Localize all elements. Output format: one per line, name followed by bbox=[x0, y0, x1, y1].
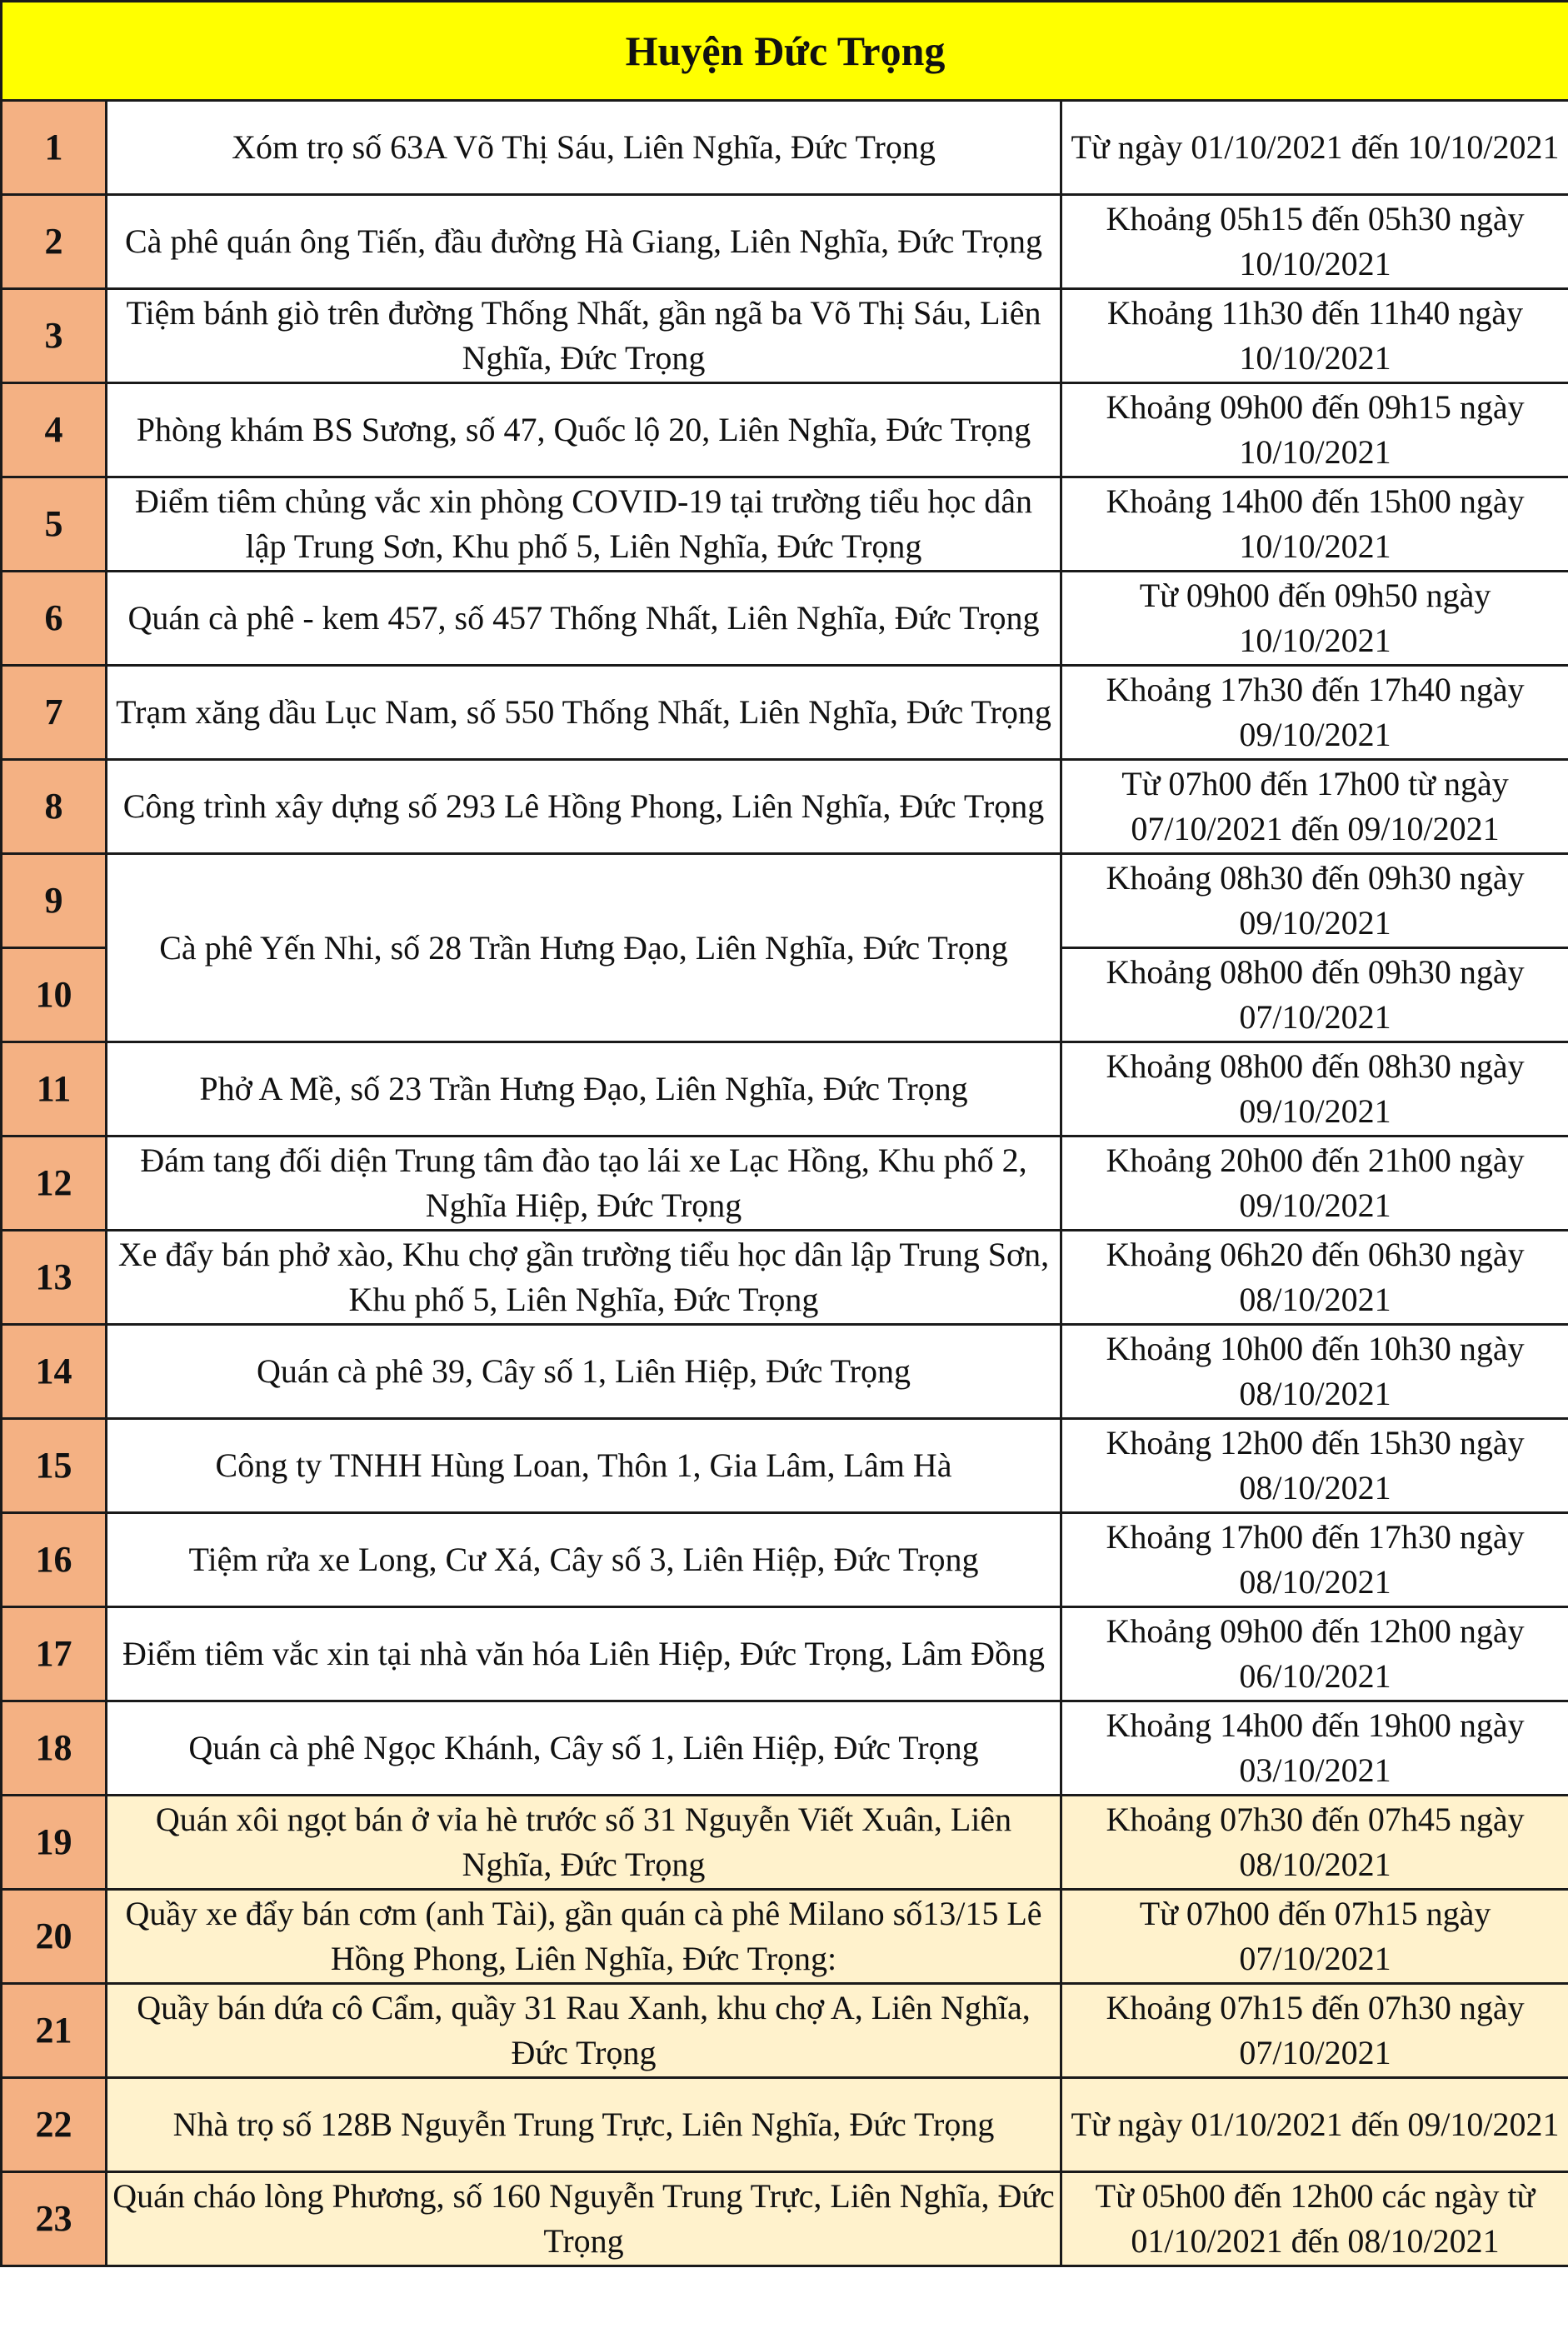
table-row bbox=[2, 854, 1568, 948]
location-cell: Quán cháo lòng Phương, số 160 Nguyễn Trung Trực, Liên Nghĩa, Đức Trọng bbox=[107, 2172, 1061, 2266]
time-cell: Khoảng 17h30 đến 17h40 ngày 09/10/2021 bbox=[1061, 666, 1568, 760]
row-number: 17 bbox=[2, 1607, 107, 1701]
location-cell: Xe đẩy bán phở xào, Khu chợ gần trường tiểu học dân lập Trung Sơn, Khu phố 5, Liên Nghĩa, Đức Trọng bbox=[107, 1231, 1061, 1325]
time-cell: Khoảng 14h00 đến 19h00 ngày 03/10/2021 bbox=[1061, 1701, 1568, 1796]
table-title: Huyện Đức Trọng bbox=[2, 2, 1568, 101]
row-number: 15 bbox=[2, 1419, 107, 1513]
table-row bbox=[2, 1984, 1568, 2078]
location-cell: Quán cà phê - kem 457, số 457 Thống Nhất, Liên Nghĩa, Đức Trọng bbox=[107, 572, 1061, 666]
time-cell: Từ 09h00 đến 09h50 ngày 10/10/2021 bbox=[1061, 572, 1568, 666]
table-row bbox=[2, 289, 1568, 383]
time-cell: Khoảng 07h30 đến 07h45 ngày 08/10/2021 bbox=[1061, 1796, 1568, 1890]
location-cell: Quán cà phê 39, Cây số 1, Liên Hiệp, Đức Trọng bbox=[107, 1325, 1061, 1419]
location-cell: Trạm xăng dầu Lục Nam, số 550 Thống Nhất, Liên Nghĩa, Đức Trọng bbox=[107, 666, 1061, 760]
row-number: 13 bbox=[2, 1231, 107, 1325]
table-row bbox=[2, 477, 1568, 572]
time-cell: Khoảng 05h15 đến 05h30 ngày 10/10/2021 bbox=[1061, 195, 1568, 289]
row-number: 20 bbox=[2, 1890, 107, 1984]
location-cell: Tiệm bánh giò trên đường Thống Nhất, gần ngã ba Võ Thị Sáu, Liên Nghĩa, Đức Trọng bbox=[107, 289, 1061, 383]
row-number: 2 bbox=[2, 195, 107, 289]
location-cell: Công ty TNHH Hùng Loan, Thôn 1, Gia Lâm, Lâm Hà bbox=[107, 1419, 1061, 1513]
time-cell: Từ ngày 01/10/2021 đến 10/10/2021 bbox=[1061, 101, 1568, 195]
table-row bbox=[2, 2078, 1568, 2172]
location-cell: Cà phê quán ông Tiến, đầu đường Hà Giang, Liên Nghĩa, Đức Trọng bbox=[107, 195, 1061, 289]
row-number: 19 bbox=[2, 1796, 107, 1890]
row-number: 18 bbox=[2, 1701, 107, 1796]
location-cell: Điểm tiêm chủng vắc xin phòng COVID-19 tại trường tiểu học dân lập Trung Sơn, Khu phố 5, Liên Nghĩa, Đức Trọng bbox=[107, 477, 1061, 572]
row-number: 10 bbox=[2, 948, 107, 1042]
row-number: 7 bbox=[2, 666, 107, 760]
row-number: 3 bbox=[2, 289, 107, 383]
time-cell: Khoảng 07h15 đến 07h30 ngày 07/10/2021 bbox=[1061, 1984, 1568, 2078]
location-cell: Tiệm rửa xe Long, Cư Xá, Cây số 3, Liên Hiệp, Đức Trọng bbox=[107, 1513, 1061, 1607]
time-cell: Khoảng 08h30 đến 09h30 ngày 09/10/2021 bbox=[1061, 854, 1568, 948]
time-cell: Khoảng 12h00 đến 15h30 ngày 08/10/2021 bbox=[1061, 1419, 1568, 1513]
time-cell: Khoảng 06h20 đến 06h30 ngày 08/10/2021 bbox=[1061, 1231, 1568, 1325]
location-cell: Xóm trọ số 63A Võ Thị Sáu, Liên Nghĩa, Đức Trọng bbox=[107, 101, 1061, 195]
time-cell: Khoảng 08h00 đến 09h30 ngày 07/10/2021 bbox=[1061, 948, 1568, 1042]
location-cell: Cà phê Yến Nhi, số 28 Trần Hưng Đạo, Liên Nghĩa, Đức Trọng bbox=[107, 854, 1061, 1042]
location-cell: Quầy bán dứa cô Cẩm, quầy 31 Rau Xanh, khu chợ A, Liên Nghĩa, Đức Trọng bbox=[107, 1984, 1061, 2078]
table-row bbox=[2, 572, 1568, 666]
table-row bbox=[2, 1137, 1568, 1231]
row-number: 21 bbox=[2, 1984, 107, 2078]
row-number: 11 bbox=[2, 1042, 107, 1137]
location-cell: Quầy xe đẩy bán cơm (anh Tài), gần quán cà phê Milano số13/15 Lê Hồng Phong, Liên Nghĩa, Đức Trọng: bbox=[107, 1890, 1061, 1984]
row-number: 16 bbox=[2, 1513, 107, 1607]
time-cell: Từ 07h00 đến 17h00 từ ngày 07/10/2021 đến 09/10/2021 bbox=[1061, 760, 1568, 854]
table-row bbox=[2, 195, 1568, 289]
time-cell: Khoảng 11h30 đến 11h40 ngày 10/10/2021 bbox=[1061, 289, 1568, 383]
location-cell: Phở A Mề, số 23 Trần Hưng Đạo, Liên Nghĩa, Đức Trọng bbox=[107, 1042, 1061, 1137]
location-cell: Đám tang đối diện Trung tâm đào tạo lái xe Lạc Hồng, Khu phố 2, Nghĩa Hiệp, Đức Trọng bbox=[107, 1137, 1061, 1231]
time-cell: Khoảng 09h00 đến 12h00 ngày 06/10/2021 bbox=[1061, 1607, 1568, 1701]
table-row bbox=[2, 1607, 1568, 1701]
row-number: 5 bbox=[2, 477, 107, 572]
table-row bbox=[2, 1231, 1568, 1325]
time-cell: Khoảng 14h00 đến 15h00 ngày 10/10/2021 bbox=[1061, 477, 1568, 572]
location-cell: Quán xôi ngọt bán ở vỉa hè trước số 31 Nguyễn Viết Xuân, Liên Nghĩa, Đức Trọng bbox=[107, 1796, 1061, 1890]
time-cell: Khoảng 20h00 đến 21h00 ngày 09/10/2021 bbox=[1061, 1137, 1568, 1231]
row-number: 23 bbox=[2, 2172, 107, 2266]
table-row bbox=[2, 760, 1568, 854]
time-cell: Từ ngày 01/10/2021 đến 09/10/2021 bbox=[1061, 2078, 1568, 2172]
time-cell: Khoảng 10h00 đến 10h30 ngày 08/10/2021 bbox=[1061, 1325, 1568, 1419]
table-row bbox=[2, 101, 1568, 195]
row-number: 6 bbox=[2, 572, 107, 666]
table-row bbox=[2, 1325, 1568, 1419]
table-row bbox=[2, 383, 1568, 477]
table-row bbox=[2, 1701, 1568, 1796]
table-row bbox=[2, 666, 1568, 760]
table-row bbox=[2, 1890, 1568, 1984]
time-cell: Khoảng 09h00 đến 09h15 ngày 10/10/2021 bbox=[1061, 383, 1568, 477]
table-row bbox=[2, 2172, 1568, 2266]
location-cell: Nhà trọ số 128B Nguyễn Trung Trực, Liên Nghĩa, Đức Trọng bbox=[107, 2078, 1061, 2172]
row-number: 1 bbox=[2, 101, 107, 195]
row-number: 22 bbox=[2, 2078, 107, 2172]
time-cell: Từ 05h00 đến 12h00 các ngày từ 01/10/2021 đến 08/10/2021 bbox=[1061, 2172, 1568, 2266]
location-cell: Quán cà phê Ngọc Khánh, Cây số 1, Liên Hiệp, Đức Trọng bbox=[107, 1701, 1061, 1796]
table-row bbox=[2, 1419, 1568, 1513]
table-row bbox=[2, 1796, 1568, 1890]
table-row bbox=[2, 1513, 1568, 1607]
row-number: 8 bbox=[2, 760, 107, 854]
time-cell: Khoảng 17h00 đến 17h30 ngày 08/10/2021 bbox=[1061, 1513, 1568, 1607]
location-cell: Phòng khám BS Sương, số 47, Quốc lộ 20, Liên Nghĩa, Đức Trọng bbox=[107, 383, 1061, 477]
time-cell: Từ 07h00 đến 07h15 ngày 07/10/2021 bbox=[1061, 1890, 1568, 1984]
row-number: 9 bbox=[2, 854, 107, 948]
location-cell: Công trình xây dựng số 293 Lê Hồng Phong, Liên Nghĩa, Đức Trọng bbox=[107, 760, 1061, 854]
row-number: 4 bbox=[2, 383, 107, 477]
location-cell: Điểm tiêm vắc xin tại nhà văn hóa Liên Hiệp, Đức Trọng, Lâm Đồng bbox=[107, 1607, 1061, 1701]
table-row bbox=[2, 1042, 1568, 1137]
row-number: 12 bbox=[2, 1137, 107, 1231]
row-number: 14 bbox=[2, 1325, 107, 1419]
time-cell: Khoảng 08h00 đến 08h30 ngày 09/10/2021 bbox=[1061, 1042, 1568, 1137]
